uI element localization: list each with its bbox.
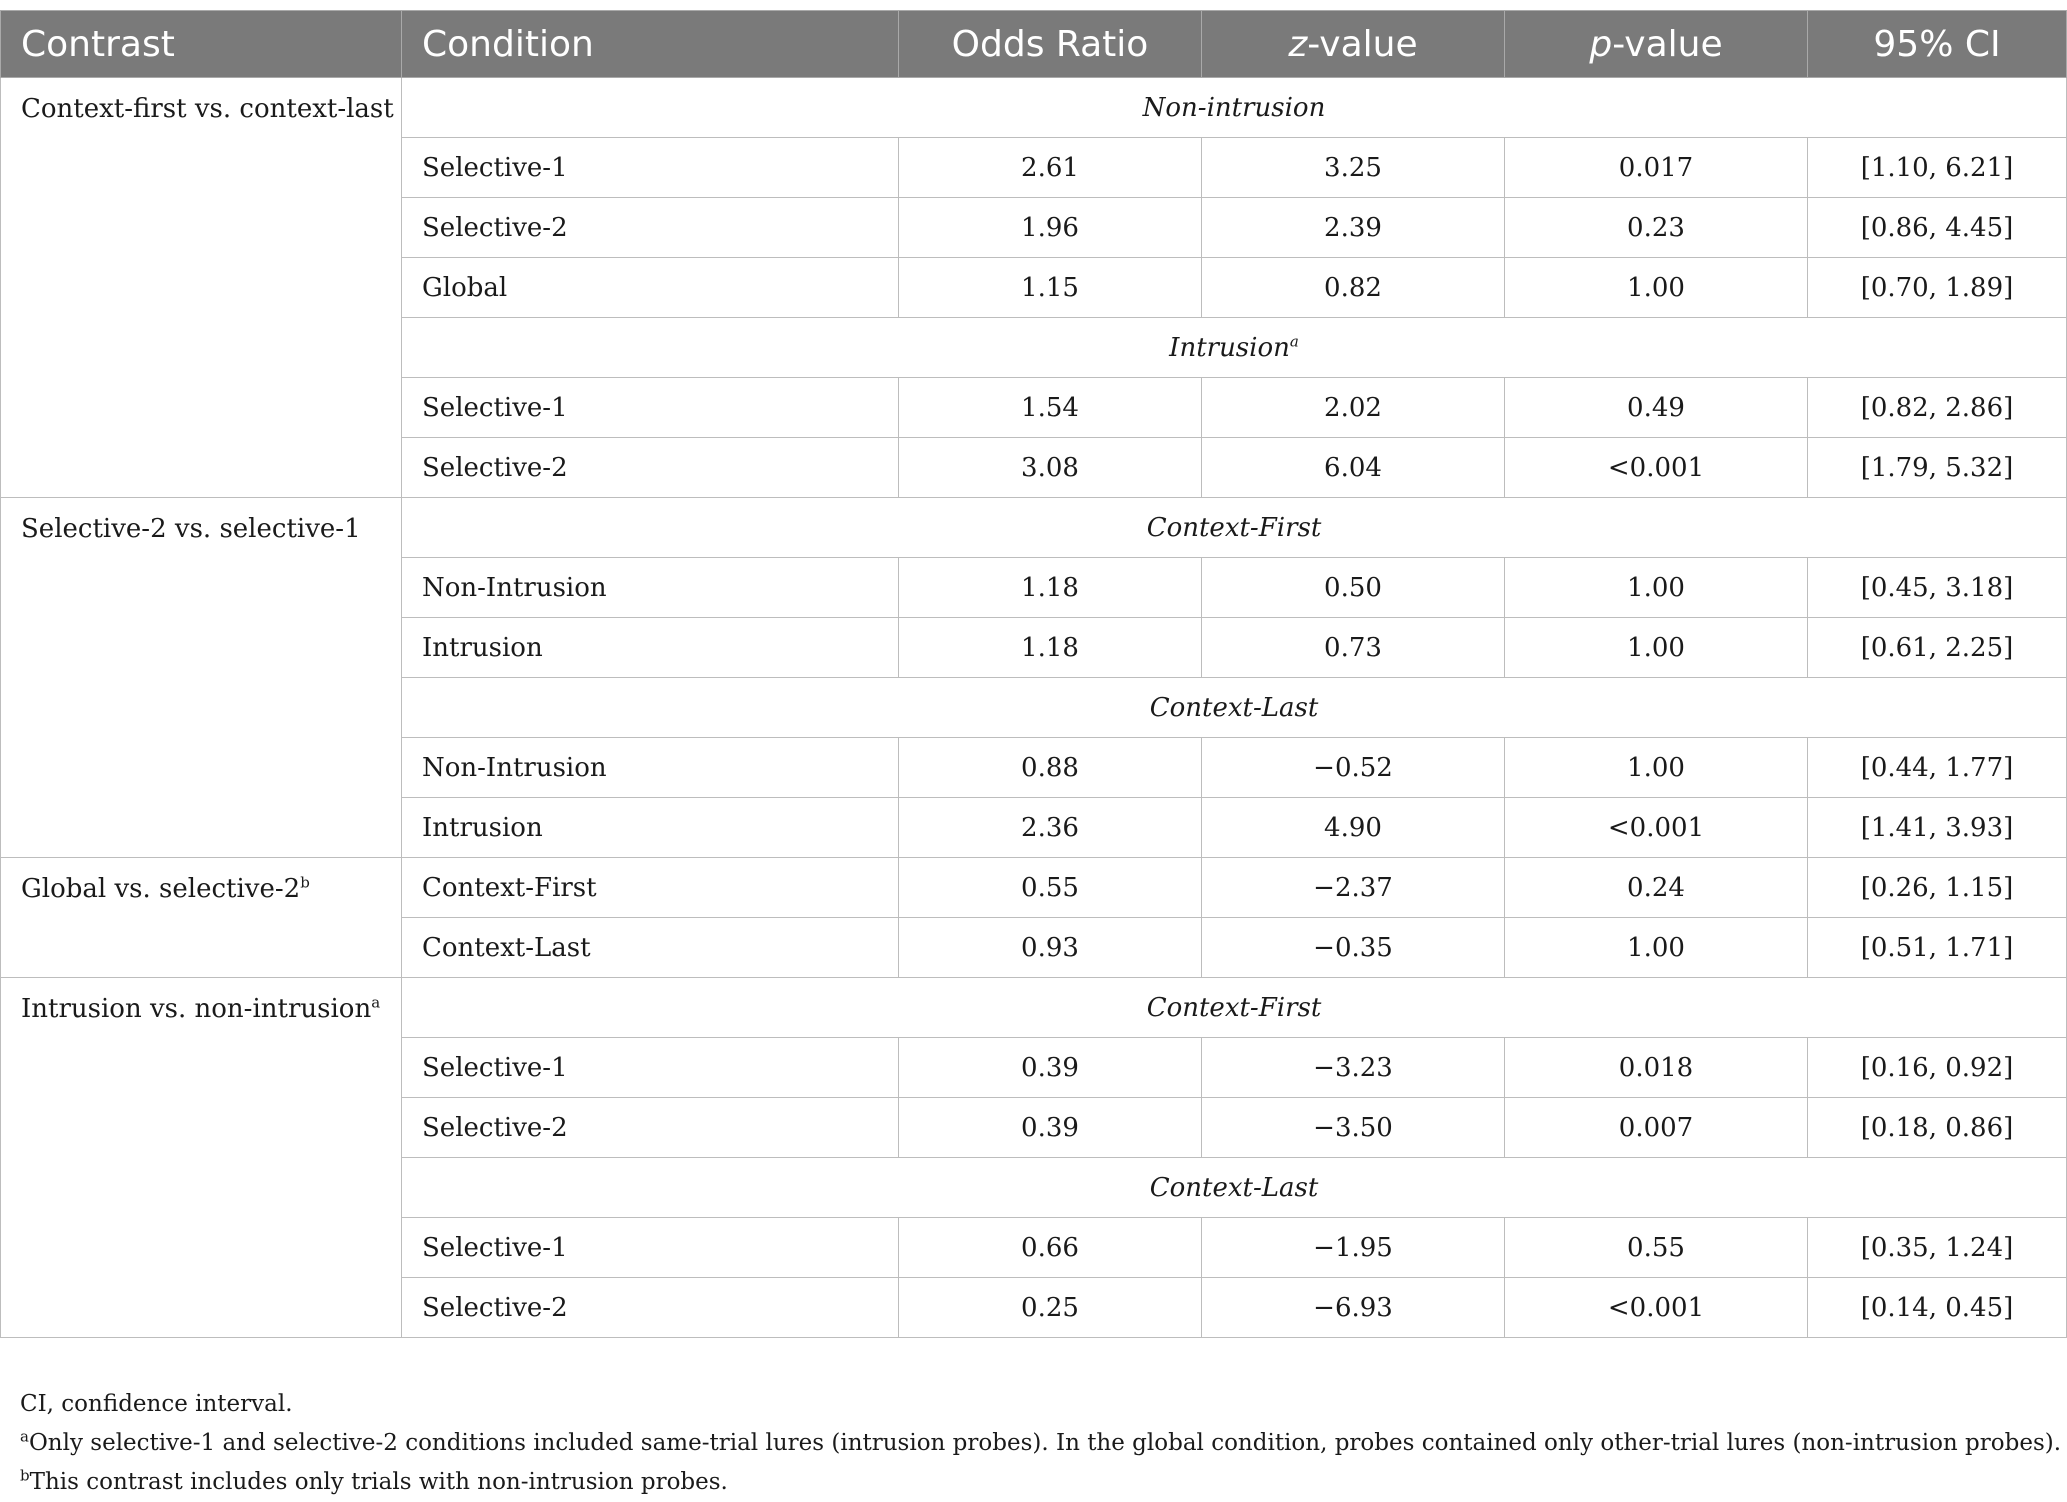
ci-cell: [0.61, 2.25] (1808, 618, 2067, 678)
condition-cell: Selective-2 (402, 198, 899, 258)
z-value-cell: 0.82 (1202, 258, 1505, 318)
p-value-cell: 1.00 (1505, 558, 1808, 618)
p-value-cell: <0.001 (1505, 1278, 1808, 1338)
z-value-cell: 4.90 (1202, 798, 1505, 858)
group-row (1, 78, 2067, 138)
condition-cell: Context-Last (402, 918, 899, 978)
contrast-footnote-mark: b (300, 873, 310, 892)
ci-cell: [0.82, 2.86] (1808, 378, 2067, 438)
footnote-b (20, 1463, 2050, 1502)
p-value-cell: 0.007 (1505, 1098, 1808, 1158)
header-condition: Condition (402, 11, 899, 78)
group-footnote-mark: a (1289, 331, 1299, 350)
condition-cell: Selective-1 (402, 1038, 899, 1098)
p-value-cell: 1.00 (1505, 918, 1808, 978)
table-footnotes (20, 1385, 2062, 1502)
ci-cell: [0.45, 3.18] (1808, 558, 2067, 618)
contrast-label: Context-first vs. context-last (21, 94, 394, 124)
z-value-cell: 0.73 (1202, 618, 1505, 678)
header-p-value (1505, 11, 1808, 78)
footnote-a-text: Only selective-1 and selective-2 conditions included same-trial lures (intrusion probes). In the global condition, probes contained only other-trial lures (non-intrusion probes). (28, 1430, 2062, 1456)
footnote-ci: CI, confidence interval. (20, 1391, 293, 1417)
p-value-cell: 0.23 (1505, 198, 1808, 258)
p-value-cell: <0.001 (1505, 798, 1808, 858)
header-p-variable: p (1589, 23, 1613, 65)
z-value-cell: −3.23 (1202, 1038, 1505, 1098)
contrast-cell (1, 978, 402, 1338)
odds-ratio-cell: 0.25 (899, 1278, 1202, 1338)
header-p-suffix: -value (1612, 23, 1723, 65)
ci-cell: [0.16, 0.92] (1808, 1038, 2067, 1098)
z-value-cell: −1.95 (1202, 1218, 1505, 1278)
p-value-cell: 0.49 (1505, 378, 1808, 438)
contrast-label: Selective-2 vs. selective-1 (21, 514, 361, 544)
z-value-cell: 2.02 (1202, 378, 1505, 438)
group-label-cell (402, 318, 2067, 378)
group-row (1, 978, 2067, 1038)
group-row (1, 498, 2067, 558)
z-value-cell: −2.37 (1202, 858, 1505, 918)
footnote-a-mark: a (20, 1427, 29, 1446)
table-row (1, 858, 2067, 918)
ci-cell: [0.86, 4.45] (1808, 198, 2067, 258)
condition-cell: Intrusion (402, 798, 899, 858)
header-row (1, 11, 2067, 78)
odds-ratio-cell: 1.96 (899, 198, 1202, 258)
ci-cell: [0.18, 0.86] (1808, 1098, 2067, 1158)
header-z-value (1202, 11, 1505, 78)
condition-cell: Selective-1 (402, 378, 899, 438)
condition-cell: Global (402, 258, 899, 318)
footnote-a (20, 1424, 2062, 1463)
condition-cell: Selective-1 (402, 138, 899, 198)
condition-cell: Context-First (402, 858, 899, 918)
p-value-cell: 1.00 (1505, 738, 1808, 798)
p-value-cell: 0.24 (1505, 858, 1808, 918)
odds-ratio-cell: 0.93 (899, 918, 1202, 978)
z-value-cell: −3.50 (1202, 1098, 1505, 1158)
odds-ratio-cell: 3.08 (899, 438, 1202, 498)
group-label-cell (402, 678, 2067, 738)
group-label: Context-Last (1149, 692, 1319, 723)
group-label: Context-Last (1149, 1172, 1319, 1203)
odds-ratio-cell: 2.61 (899, 138, 1202, 198)
p-value-cell: 0.017 (1505, 138, 1808, 198)
odds-ratio-cell: 1.15 (899, 258, 1202, 318)
condition-cell: Selective-1 (402, 1218, 899, 1278)
p-value-cell: 1.00 (1505, 258, 1808, 318)
header-ci: 95% CI (1808, 11, 2067, 78)
condition-cell: Selective-2 (402, 438, 899, 498)
p-value-cell: 0.018 (1505, 1038, 1808, 1098)
z-value-cell: −0.52 (1202, 738, 1505, 798)
z-value-cell: 6.04 (1202, 438, 1505, 498)
odds-ratio-table (0, 10, 2067, 1338)
odds-ratio-cell: 0.55 (899, 858, 1202, 918)
contrast-cell (1, 78, 402, 498)
group-label: Context-First (1146, 512, 1322, 543)
p-value-cell: 0.55 (1505, 1218, 1808, 1278)
p-value-cell: <0.001 (1505, 438, 1808, 498)
table-body (1, 78, 2067, 1338)
ci-cell: [1.79, 5.32] (1808, 438, 2067, 498)
contrast-cell (1, 498, 402, 858)
condition-cell: Non-Intrusion (402, 738, 899, 798)
header-odds-ratio: Odds Ratio (899, 11, 1202, 78)
z-value-cell: −0.35 (1202, 918, 1505, 978)
condition-cell: Non-Intrusion (402, 558, 899, 618)
footnote-b-mark: b (20, 1466, 30, 1485)
ci-cell: [0.35, 1.24] (1808, 1218, 2067, 1278)
odds-ratio-cell: 1.18 (899, 558, 1202, 618)
odds-ratio-cell: 0.39 (899, 1098, 1202, 1158)
z-value-cell: 3.25 (1202, 138, 1505, 198)
odds-ratio-cell: 0.39 (899, 1038, 1202, 1098)
condition-cell: Selective-2 (402, 1278, 899, 1338)
group-label-cell (402, 978, 2067, 1038)
header-z-suffix: -value (1307, 23, 1418, 65)
ci-cell: [0.26, 1.15] (1808, 858, 2067, 918)
header-contrast: Contrast (1, 11, 402, 78)
odds-ratio-cell: 1.18 (899, 618, 1202, 678)
group-label: Intrusion (1169, 332, 1290, 363)
group-label-cell (402, 78, 2067, 138)
odds-ratio-cell: 0.88 (899, 738, 1202, 798)
group-label: Context-First (1146, 992, 1322, 1023)
odds-ratio-cell: 1.54 (899, 378, 1202, 438)
footnote-b-text: This contrast includes only trials with non-intrusion probes. (29, 1469, 728, 1495)
z-value-cell: −6.93 (1202, 1278, 1505, 1338)
contrast-label: Intrusion vs. non-intrusion (21, 994, 372, 1024)
table-header (1, 11, 2067, 78)
header-z-variable: z (1288, 23, 1308, 65)
group-label-cell (402, 1158, 2067, 1218)
contrast-footnote-mark: a (371, 993, 381, 1012)
ci-cell: [0.44, 1.77] (1808, 738, 2067, 798)
ci-cell: [0.70, 1.89] (1808, 258, 2067, 318)
z-value-cell: 2.39 (1202, 198, 1505, 258)
ci-cell: [1.10, 6.21] (1808, 138, 2067, 198)
z-value-cell: 0.50 (1202, 558, 1505, 618)
contrast-label: Global vs. selective-2 (21, 874, 301, 904)
p-value-cell: 1.00 (1505, 618, 1808, 678)
group-label-cell (402, 498, 2067, 558)
ci-cell: [0.14, 0.45] (1808, 1278, 2067, 1338)
ci-cell: [0.51, 1.71] (1808, 918, 2067, 978)
group-label: Non-intrusion (1142, 92, 1326, 123)
odds-ratio-cell: 0.66 (899, 1218, 1202, 1278)
odds-ratio-cell: 2.36 (899, 798, 1202, 858)
condition-cell: Intrusion (402, 618, 899, 678)
contrast-cell (1, 858, 402, 978)
condition-cell: Selective-2 (402, 1098, 899, 1158)
ci-cell: [1.41, 3.93] (1808, 798, 2067, 858)
